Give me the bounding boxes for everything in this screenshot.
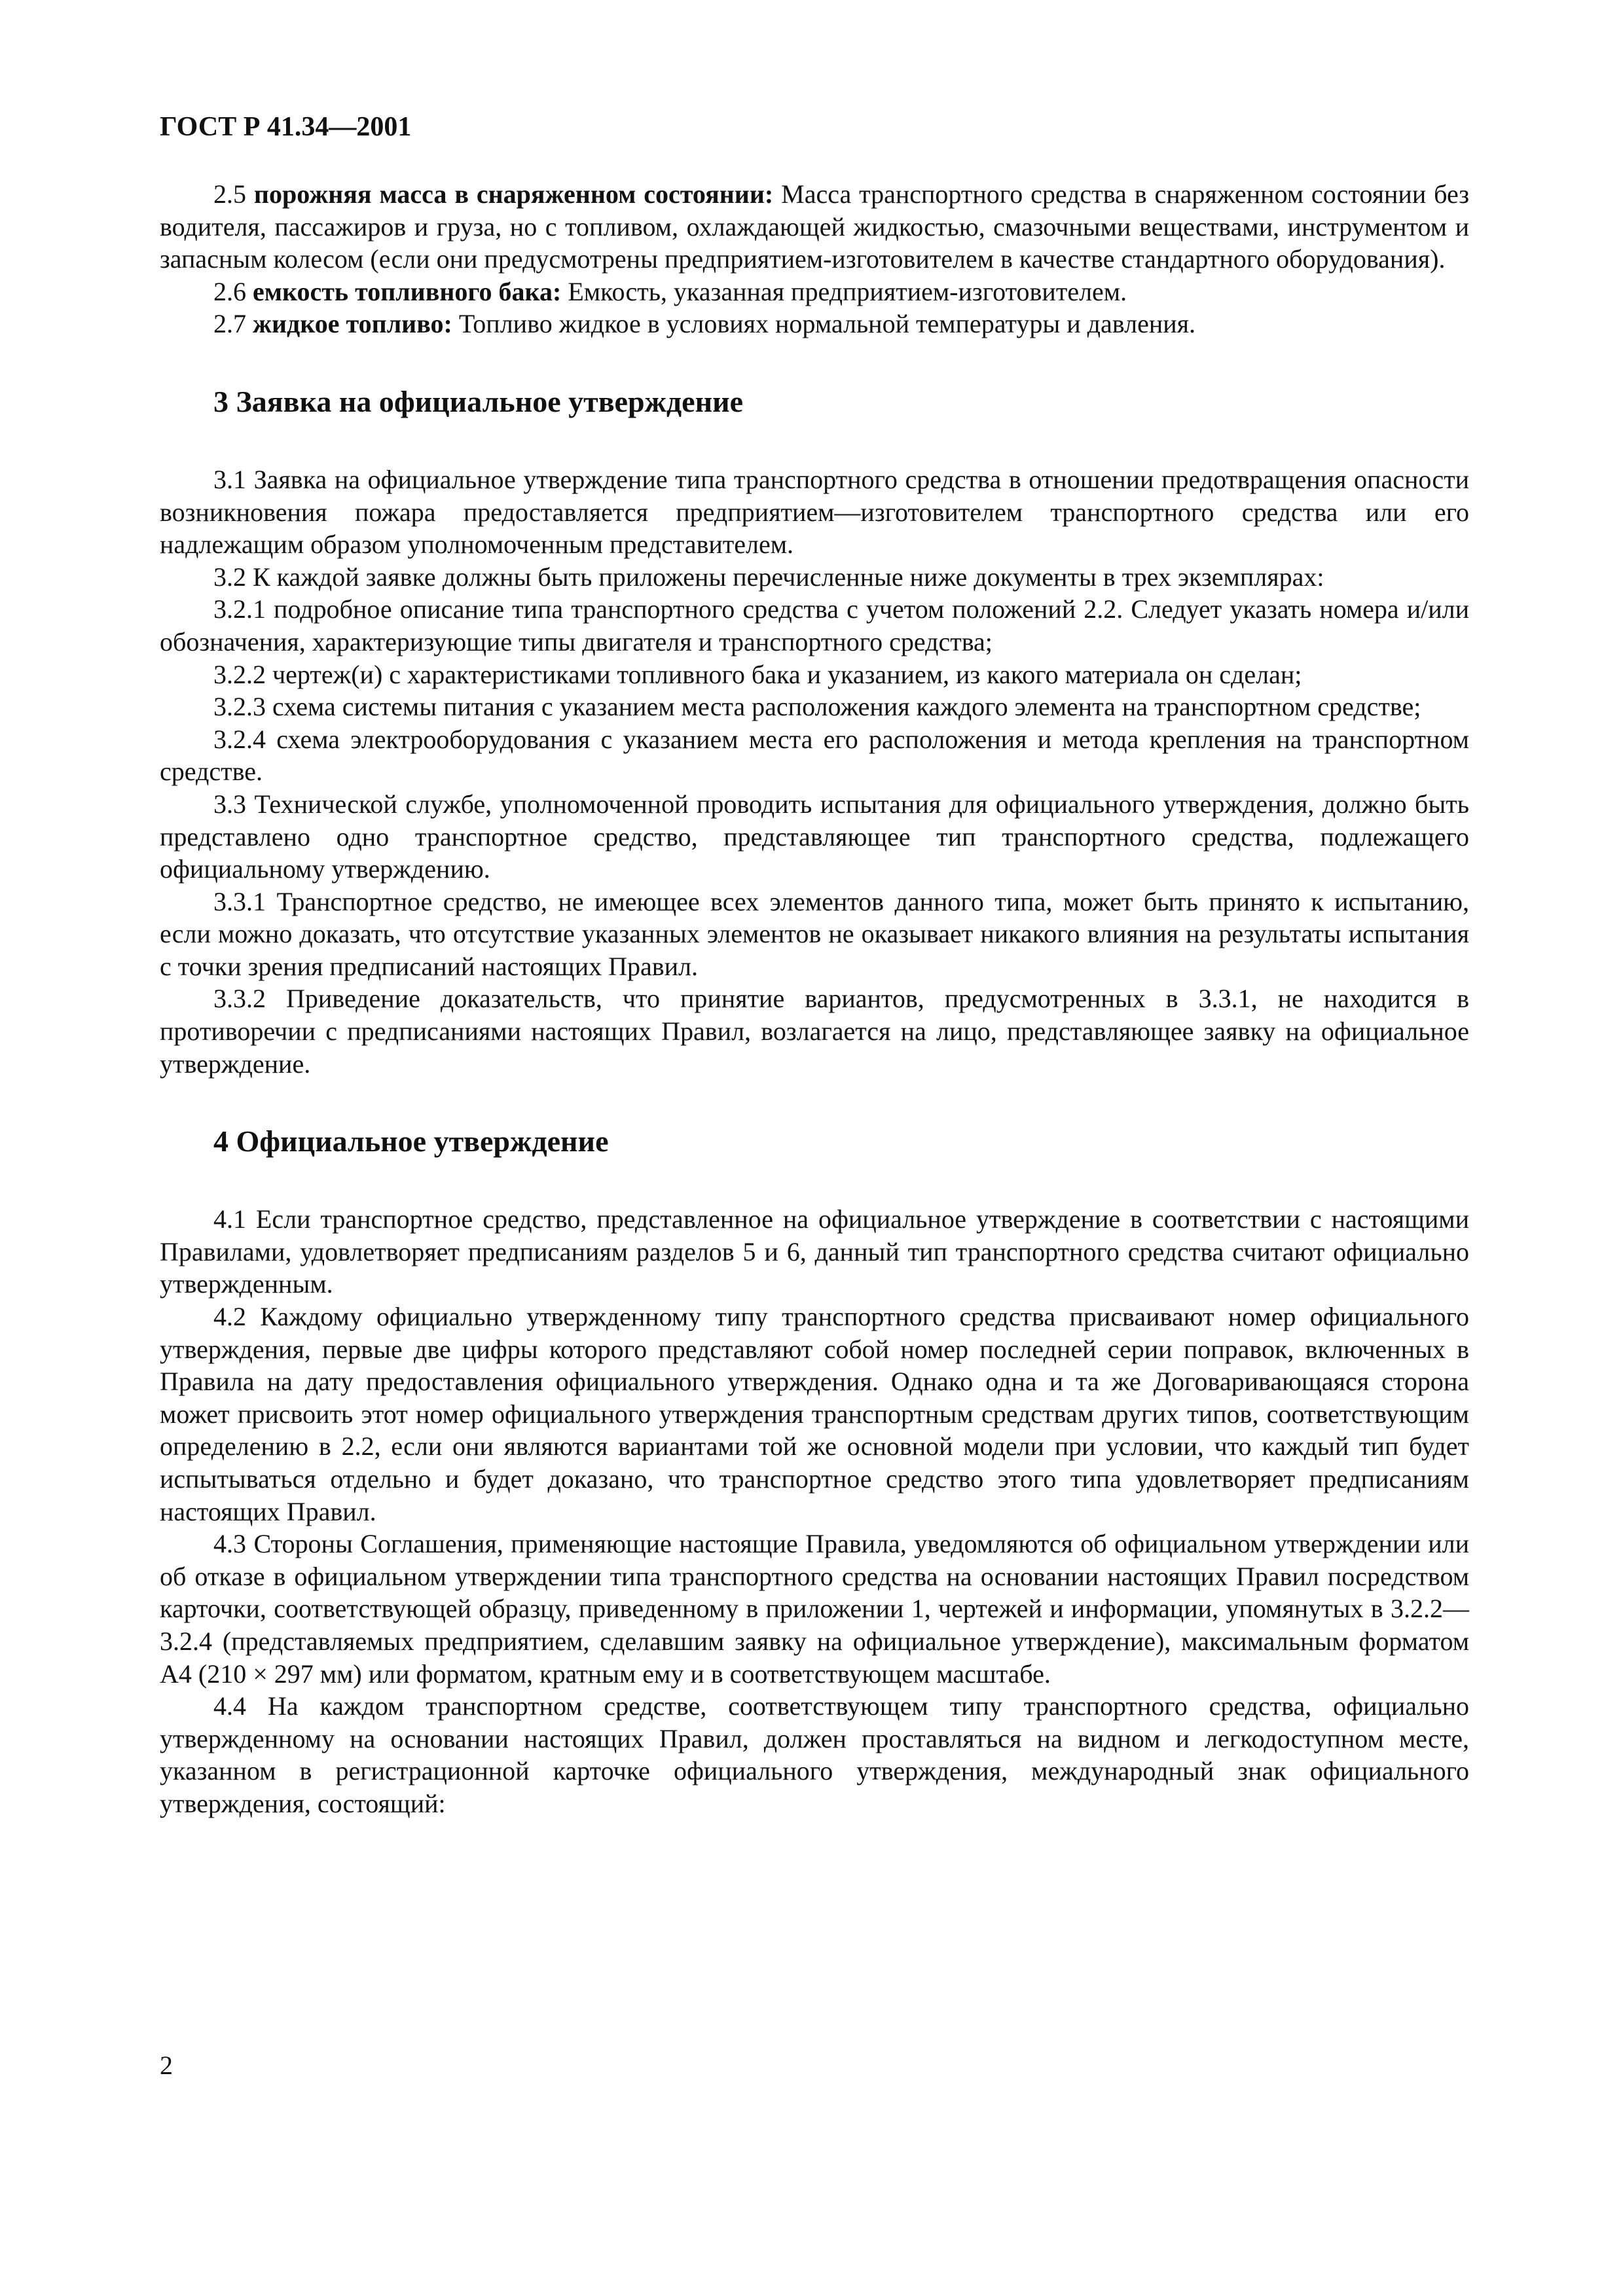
- section-4-body: [160, 1203, 1469, 1820]
- section-3-body: [160, 463, 1469, 1080]
- clause-2-7: [160, 308, 1469, 340]
- clause-4-3: 4.3 Стороны Соглашения, применяющие настоящие Правила, уведомляются об официальном утверждении или об отказе в официальном утверждении типа транспортного средства на основании настоящих Правил посредством карточки, соответствующей образцу, приведенному в приложении 1, чертежей и информации, упомянутых в 3.2.2—3.2.4 (представляемых предприятием, сделавшим заявку на официальное утверждение), максимальным форматом А4 (210 × 297 мм) или форматом, кратным ему и в соответствующем масштабе.: [160, 1529, 1469, 1689]
- section-3-heading: 3 Заявка на официальное утверждение: [213, 384, 744, 418]
- clause-3-2: 3.2 К каждой заявке должны быть приложены перечисленные ниже документы в трех экземплярах:: [213, 562, 1324, 592]
- clause-3-2-1: 3.2.1 подробное описание типа транспортного средства с учетом положений 2.2. Следует указать номера и/или обозначения, характеризующие типы двигателя и транспортного средства;: [160, 594, 1469, 656]
- term-definition: жидкое топливо:: [253, 309, 452, 339]
- document-header: ГОСТ Р 41.34—2001: [160, 112, 412, 142]
- clause-text: Масса транспортного средства в снаряженном состоянии без водителя, пассажиров и груза, но с топливом, охлаждающей жидкостью, смазочными веществами, инструментом и запасным колесом (если они предусмотрены предприятием-изготовителем в качестве стандартного оборудования).: [160, 179, 1470, 274]
- term-definition: емкость топливного бака:: [253, 276, 562, 306]
- term-definition: порожняя масса в снаряженном состоянии:: [253, 179, 774, 209]
- clause-3-3: 3.3 Технической службе, уполномоченной проводить испытания для официального утверждения, должно быть представлено одно транспортное средство, представляющее тип транспортного средства, подлежащего официальному утверждению.: [160, 789, 1469, 884]
- document-page: [160, 110, 1469, 1820]
- clause-text: Топливо жидкое в условиях нормальной температуры и давления.: [458, 309, 1196, 339]
- clause-3-1: 3.1 Заявка на официальное утверждение типа транспортного средства в отношении предотвращения опасности возникновения пожара предоставляется предприятием—изготовителем транспортного средства или его надлежащим образом уполномоченным представителем.: [160, 464, 1469, 560]
- clause-3-2-4: 3.2.4 схема электрооборудования с указанием места его расположения и метода крепления на транспортном средстве.: [160, 724, 1469, 787]
- page-number: 2: [160, 2051, 173, 2080]
- clause-number: 2.6: [213, 276, 246, 306]
- section-4-heading: 4 Официальное утверждение: [213, 1124, 609, 1158]
- clause-3-3-1: 3.3.1 Транспортное средство, не имеющее всех элементов данного типа, может быть принято к испытанию, если можно доказать, что отсутствие указанных элементов не оказывает никакого влияния на результаты испытания с точки зрения предписаний настоящих Правил.: [160, 886, 1469, 981]
- clause-2-6: [160, 276, 1469, 308]
- clause-3-2-3: 3.2.3 схема системы питания с указанием места расположения каждого элемента на транспортном средстве;: [213, 692, 1421, 722]
- clause-number: 2.7: [213, 309, 246, 339]
- clause-number: 2.5: [213, 179, 246, 209]
- clause-4-4: 4.4 На каждом транспортном средстве, соответствующем типу транспортного средства, официально утвержденному на основании настоящих Правил, должен проставляться на видном и легкодоступном месте, указанном в регистрационной карточке официального утверждения, международный знак официального утверждения, состоящий:: [160, 1691, 1469, 1818]
- clause-2-5: [160, 178, 1469, 276]
- clause-text: Емкость, указанная предприятием-изготовителем.: [568, 276, 1127, 306]
- clause-3-2-2: 3.2.2 чертеж(и) с характеристиками топливного бака и указанием, из какого материала он сделан;: [213, 659, 1302, 689]
- clause-4-1: 4.1 Если транспортное средство, представленное на официальное утверждение в соответствии с настоящими Правилами, удовлетворяет предписаниям разделов 5 и 6, данный тип транспортного средства считают официально утвержденным.: [160, 1204, 1469, 1299]
- section-2-continuation: [160, 178, 1469, 340]
- clause-4-2: 4.2 Каждому официально утвержденному типу транспортного средства присваивают номер официального утверждения, первые две цифры которого представляют собой номер последней серии поправок, включенных в Правила на дату предоставления официального утверждения. Однако одна и та же Договаривающаяся сторона может присвоить этот номер официального утверждения транспортным средствам других типов, соответствующим определению в 2.2, если они являются вариантами той же основной модели при условии, что каждый тип будет испытываться отдельно и будет доказано, что транспортное средство этого типа удовлетворяет предписаниям настоящих Правил.: [160, 1302, 1469, 1526]
- clause-3-3-2: 3.3.2 Приведение доказательств, что принятие вариантов, предусмотренных в 3.3.1, не находится в противоречии с предписаниями настоящих Правил, возлагается на лицо, представляющее заявку на официальное утверждение.: [160, 984, 1469, 1079]
